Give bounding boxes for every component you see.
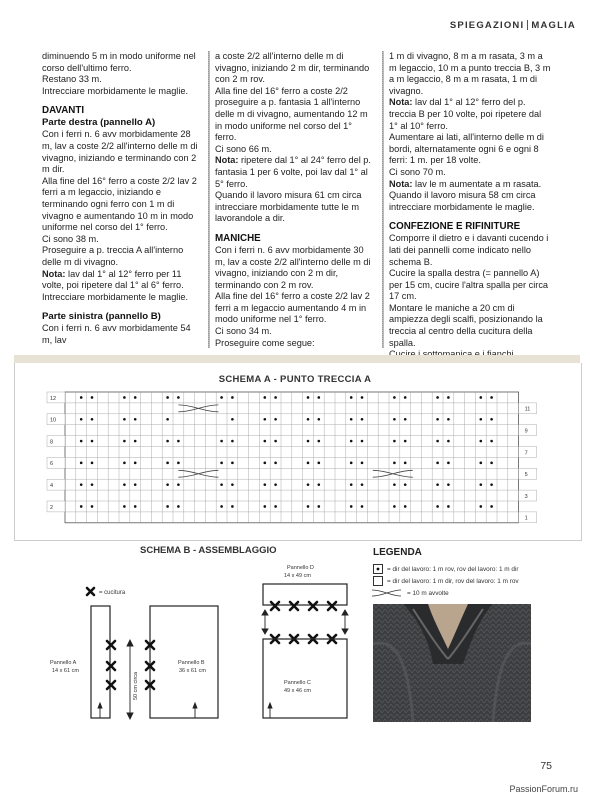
paragraph: Ci sono 38 m. <box>42 233 99 244</box>
purl-dot <box>447 418 450 421</box>
purl-dot <box>480 483 483 486</box>
row-label: 3 <box>524 493 528 500</box>
page-number: 75 <box>540 760 552 772</box>
purl-dot <box>361 462 364 465</box>
row-label: 10 <box>50 417 57 424</box>
cucitura-legend-label: = cucitura <box>99 590 126 596</box>
purl-dot <box>134 396 137 399</box>
purl-dot <box>231 418 234 421</box>
purl-dot <box>447 396 450 399</box>
purl-dot <box>480 396 483 399</box>
purl-dot <box>307 505 310 508</box>
header-section: SPIEGAZIONI <box>449 20 525 31</box>
purl-dot <box>307 440 310 443</box>
paragraph: diminuendo 5 m in modo uniforme nel corso dell'ultimo ferro. <box>42 51 196 73</box>
row-label: 4 <box>50 483 54 489</box>
join-arrows <box>262 610 348 634</box>
schema-b-diagram <box>0 560 360 750</box>
purl-dot <box>350 483 353 486</box>
purl-dot <box>480 462 483 465</box>
purl-dot <box>80 505 83 508</box>
purl-dot <box>436 396 439 399</box>
purl-dot <box>134 483 137 486</box>
purl-dot <box>91 396 94 399</box>
purl-dot <box>91 440 94 443</box>
purl-dot <box>307 396 310 399</box>
paragraph: Quando il lavoro misura 58 cm circa intrecciare morbidamente le maglie. <box>389 190 536 212</box>
schema-b-title: SCHEMA B - ASSEMBLAGGIO <box>140 545 277 556</box>
purl-dot <box>274 418 277 421</box>
purl-dot <box>91 483 94 486</box>
purl-dot <box>318 396 321 399</box>
purl-dot <box>447 505 450 508</box>
purl-dot <box>264 440 267 443</box>
subheading-parte-destra: Parte destra (pannello A) <box>42 117 156 129</box>
purl-dot <box>123 418 126 421</box>
paragraph: 1 m di vivagno, 8 m a m rasata, 3 m a m legaccio, 10 m a punto treccia B, 3 m a m legaccio, 8 m a m rasata, 1 m di vivagno. <box>389 51 551 96</box>
watermark: PassionForum.ru <box>509 784 578 794</box>
purl-dot <box>220 462 223 465</box>
sweater-photo <box>373 604 531 722</box>
purl-dot <box>318 418 321 421</box>
row-label: 2 <box>50 504 54 511</box>
note-label: Nota: <box>42 268 66 279</box>
purl-dot <box>134 462 137 465</box>
purl-dot <box>361 483 364 486</box>
purl-dot <box>436 462 439 465</box>
row-label: 1 <box>524 515 528 522</box>
purl-dot <box>166 418 169 421</box>
purl-dot <box>318 440 321 443</box>
row-label: 7 <box>524 450 528 457</box>
purl-dot <box>80 418 83 421</box>
purl-dot <box>318 483 321 486</box>
paragraph: Proseguire a p. treccia A all'interno delle m di vivagno. <box>42 245 184 267</box>
paragraph: Restano 33 m. <box>42 74 102 85</box>
purl-dot <box>447 483 450 486</box>
purl-dot <box>393 396 396 399</box>
note-text: ripetere dal 1° al 24° ferro del p. fantasia 1 per 6 volte, poi lav dal 1° al 5° ferro. <box>215 155 371 189</box>
purl-dot <box>220 505 223 508</box>
purl-dot <box>436 418 439 421</box>
section-heading-maniche: MANICHE <box>215 232 261 244</box>
purl-dot <box>177 505 180 508</box>
panel-c-outline <box>263 639 347 718</box>
purl-dot <box>123 483 126 486</box>
purl-dot <box>490 483 493 486</box>
purl-dot <box>480 440 483 443</box>
sweater-image <box>373 604 531 722</box>
purl-dot <box>350 418 353 421</box>
schema-a-title: SCHEMA A - PUNTO TRECCIA A <box>218 374 372 385</box>
seam-crosses <box>271 602 336 643</box>
purl-dot <box>264 483 267 486</box>
purl-dot <box>404 418 407 421</box>
purl-dot <box>231 440 234 443</box>
purl-dot <box>166 505 169 508</box>
purl-dot <box>80 483 83 486</box>
purl-dot <box>404 396 407 399</box>
purl-dot <box>80 440 83 443</box>
purl-dot <box>404 483 407 486</box>
purl-dot <box>490 505 493 508</box>
purl-dot <box>393 418 396 421</box>
purl-dot <box>274 462 277 465</box>
purl-dot <box>166 396 169 399</box>
paragraph: Con i ferri n. 6 avv morbidamente 54 m, lav <box>42 323 191 345</box>
panel-a-label: Pannello A <box>50 660 77 666</box>
purl-dot <box>447 462 450 465</box>
paragraph: Con i ferri n. 6 avv morbidamente 28 m, lav a coste 2/2 all'interno delle m di vivagno, iniziando e terminando con 2 m dir. <box>42 129 198 175</box>
purl-dot <box>480 505 483 508</box>
purl-dot <box>91 462 94 465</box>
purl-dot <box>361 440 364 443</box>
row-label: 11 <box>524 406 531 413</box>
note-label: Nota: <box>389 178 413 189</box>
cross-icon <box>87 588 94 595</box>
purl-dot <box>166 440 169 443</box>
dot-cell-icon <box>373 564 383 574</box>
purl-dot <box>404 440 407 443</box>
paragraph: Aumentare ai lati, all'interno delle m di bordi, alternatamente ogni 6 e ogni 8 ferri: 1 m. per 18 volte. <box>389 132 544 166</box>
purl-dot <box>404 505 407 508</box>
purl-dot <box>177 396 180 399</box>
purl-dot <box>177 462 180 465</box>
measure-label: 50 cm circa <box>133 671 139 700</box>
panel-d-size: 14 x 49 cm <box>284 573 311 579</box>
paragraph: Montare le maniche a 20 cm di ampiezza degli scalfi, posizionando la treccia al centro della cucitura della spalla. <box>389 302 543 348</box>
panel-b-size: 36 x 61 cm <box>179 668 206 674</box>
paragraph: Proseguire come segue: <box>215 337 315 348</box>
panel-a-size: 14 x 61 cm <box>52 668 79 674</box>
purl-dot <box>393 440 396 443</box>
purl-dot <box>480 418 483 421</box>
empty-cell-icon <box>373 576 383 586</box>
legend-item-label: = dir del lavoro: 1 m dir, rov del lavoro: 1 m rov <box>387 578 519 585</box>
paragraph: Ci sono 66 m. <box>215 143 272 154</box>
purl-dot <box>350 440 353 443</box>
paragraph: Ci sono 34 m. <box>215 326 272 337</box>
purl-dot <box>166 462 169 465</box>
purl-dot <box>123 462 126 465</box>
header-category: MAGLIA <box>531 20 576 31</box>
purl-dot <box>220 440 223 443</box>
seam-crosses <box>107 641 154 689</box>
panel-d-label: Pannello D <box>287 565 314 571</box>
purl-dot <box>80 462 83 465</box>
purl-dot <box>220 396 223 399</box>
paragraph: Quando il lavoro misura 61 cm circa intrecciare morbidamente tutte le m lavorandole a dir. <box>215 190 362 224</box>
purl-dot <box>307 483 310 486</box>
row-label: 5 <box>524 472 528 479</box>
purl-dot <box>490 418 493 421</box>
legend-item-label: = dir del lavoro: 1 m rov, rov del lavoro: 1 m dir <box>387 566 519 573</box>
paragraph: Intrecciare morbidamente le maglie. <box>42 85 189 96</box>
purl-dot <box>91 418 94 421</box>
purl-dot <box>231 396 234 399</box>
row-label: 12 <box>50 395 57 402</box>
purl-dot <box>436 505 439 508</box>
paragraph: Intrecciare morbidamente le maglie. <box>42 291 189 302</box>
purl-dot <box>134 418 137 421</box>
purl-dot <box>177 483 180 486</box>
purl-dot <box>264 505 267 508</box>
purl-dot <box>393 483 396 486</box>
purl-dot <box>350 505 353 508</box>
section-heading-davanti: DAVANTI <box>42 105 85 117</box>
purl-dot <box>318 505 321 508</box>
purl-dot <box>274 483 277 486</box>
purl-dot <box>361 418 364 421</box>
purl-dot <box>350 462 353 465</box>
purl-dot <box>274 505 277 508</box>
purl-dot <box>274 396 277 399</box>
cable-cross-icon <box>371 588 411 598</box>
purl-dot <box>274 440 277 443</box>
section-heading-confezione: CONFEZIONE E RIFINITURE <box>389 221 521 233</box>
purl-dot <box>80 396 83 399</box>
paragraph: Alla fine del 16° ferro a coste 2/2 proseguire a p. fantasia 1 all'interno delle m di vivagno, aumentando 12 m in modo uniforme nel corso del 1° ferro. <box>215 85 368 143</box>
purl-dot <box>404 462 407 465</box>
purl-dot <box>264 418 267 421</box>
purl-dot <box>436 440 439 443</box>
purl-dot <box>231 505 234 508</box>
purl-dot <box>350 396 353 399</box>
purl-dot <box>264 462 267 465</box>
paragraph: Con i ferri n. 6 avv morbidamente 30 m, lav a coste 2/2 all'interno delle m di vivagno, iniziando con 2 m dir, terminando con 2 m rov. <box>215 244 371 290</box>
paragraph: Cucire la spalla destra (= pannello A) per 15 cm, cucire l'altra spalla per circa 17 cm. <box>389 268 549 302</box>
purl-dot <box>393 462 396 465</box>
note-label: Nota: <box>389 97 413 108</box>
panel-b-label: Pannello B <box>178 660 205 666</box>
purl-dot <box>490 440 493 443</box>
panel-c-label: Pannello C <box>284 680 311 686</box>
row-label: 8 <box>50 439 54 446</box>
paragraph: Comporre il dietro e i davanti cucendo i lati dei pannelli come indicato nello schema B. <box>389 233 549 267</box>
purl-dot <box>123 505 126 508</box>
purl-dot <box>307 462 310 465</box>
purl-dot <box>264 396 267 399</box>
purl-dot <box>166 483 169 486</box>
paragraph: Alla fine del 16° ferro a coste 2/2 lav 2 ferri a m legaccio aumentando 4 m in modo uniforme nel 1° ferro. <box>215 291 370 325</box>
paragraph: Ci sono 70 m. <box>389 166 446 177</box>
purl-dot <box>490 396 493 399</box>
subheading-parte-sinistra: Parte sinistra (pannello B) <box>42 311 161 323</box>
legend-item-label: = 10 m avvolte <box>407 590 449 597</box>
paragraph: Alla fine del 16° ferro a coste 2/2 lav 2 ferri a m legaccio, iniziando e terminando ogni ferro con 1 m di vivagno e aumentando 10 m in modo uniforme nel corso del 1° ferro. <box>42 175 197 233</box>
row-label: 9 <box>524 428 528 435</box>
purl-dot <box>436 483 439 486</box>
purl-dot <box>123 440 126 443</box>
purl-dot <box>361 396 364 399</box>
purl-dot <box>307 418 310 421</box>
purl-dot <box>231 483 234 486</box>
direction-arrows <box>98 703 272 718</box>
purl-dot <box>447 440 450 443</box>
note-text: lav dal 1° al 12° ferro per 11 volte, poi ripetere dal 1° al 6° ferro. <box>42 268 184 291</box>
note-label: Nota: <box>215 155 239 166</box>
purl-dot <box>490 462 493 465</box>
purl-dot <box>91 505 94 508</box>
purl-dot <box>231 462 234 465</box>
purl-dot <box>318 462 321 465</box>
note-text: lav dal 1° al 12° ferro del p. treccia B per 10 volte, poi ripetere dal 1° al 10° ferro. <box>389 97 542 131</box>
purl-dot <box>134 505 137 508</box>
note-text: lav le m aumentate a m rasata. <box>412 178 542 189</box>
legend-title: LEGENDA <box>373 547 422 558</box>
paragraph: a coste 2/2 all'interno delle m di vivagno, iniziando 2 m dir, terminando con 2 m rov. <box>215 51 370 85</box>
panel-c-size: 49 x 46 cm <box>284 688 311 694</box>
purl-dot <box>134 440 137 443</box>
purl-dot <box>177 440 180 443</box>
purl-dot <box>123 396 126 399</box>
purl-dot <box>361 505 364 508</box>
row-label: 6 <box>50 461 54 468</box>
purl-dot <box>393 505 396 508</box>
purl-dot <box>220 483 223 486</box>
